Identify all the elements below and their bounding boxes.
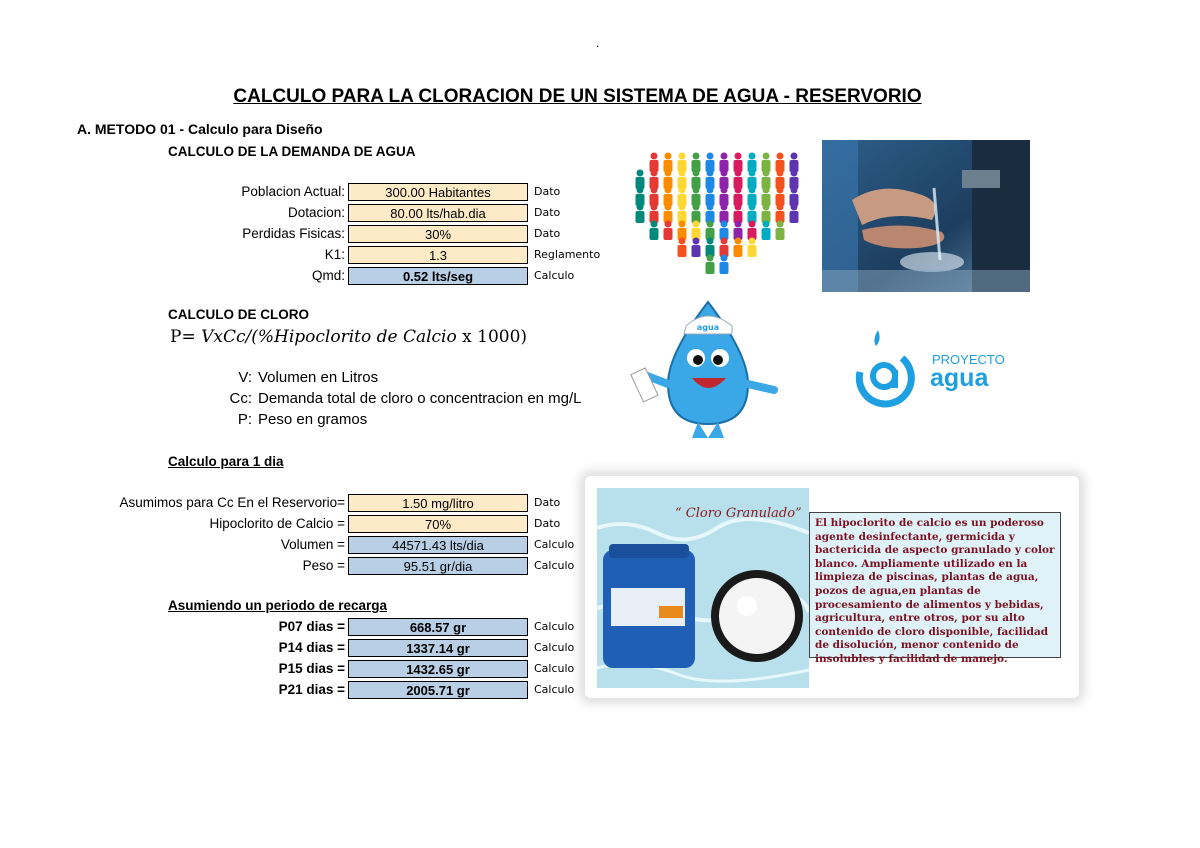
water-hands-photo	[822, 140, 1030, 292]
person-figure-body	[692, 245, 701, 257]
person-figure-head	[679, 153, 686, 160]
recarga-row-value: 668.57 gr	[348, 618, 528, 636]
person-figure-head	[693, 170, 700, 177]
cloro-description: El hipoclorito de calcio es un poderoso agente desinfectante, germicida y bactericida de aspecto granulado y color blanco. Ampliamente utilizado en la limpieza de piscinas, plantas de agua, pozos de agua,en plantas de procesamiento de alimentos y bebidas, agricultura, entre otros, por su alto contenido de cloro disponible, facilidad de disolución, menor contenido de insolubles y facilidad de manejo.	[809, 512, 1061, 658]
recarga-subtitle: Asumiendo un periodo de recarga	[168, 598, 388, 613]
demanda-row-tag: Dato	[534, 227, 561, 240]
person-figure-head	[651, 170, 658, 177]
formula-tail: x 1000)	[456, 327, 528, 347]
person-figure-head	[763, 187, 770, 194]
demanda-row-label: Poblacion Actual:	[241, 184, 345, 199]
person-figure-head	[735, 153, 742, 160]
dia-subtitle: Calculo para 1 dia	[168, 454, 284, 469]
person-figure-head	[707, 221, 714, 228]
cloro-formula	[170, 327, 527, 347]
person-figure-head	[763, 170, 770, 177]
recarga-row-tag: Calculo	[534, 641, 575, 654]
person-figure-head	[665, 153, 672, 160]
person-figure-head	[791, 153, 798, 160]
person-figure-head	[791, 187, 798, 194]
person-figure-head	[721, 187, 728, 194]
person-figure-head	[791, 170, 798, 177]
def-key: V:	[238, 369, 252, 386]
person-figure-head	[735, 187, 742, 194]
dia-row-label: Volumen =	[280, 537, 345, 552]
person-figure-head	[679, 221, 686, 228]
person-figure-head	[777, 170, 784, 177]
person-figure-head	[735, 238, 742, 245]
person-figure-head	[721, 221, 728, 228]
dia-row-value: 1.50 mg/litro	[348, 494, 528, 512]
formula-lhs: P=	[170, 327, 196, 347]
dia-row-label: Asumimos para Cc En el Reservorio=	[119, 495, 345, 510]
person-figure-head	[637, 187, 644, 194]
person-figure-head	[777, 153, 784, 160]
person-figure-head	[735, 221, 742, 228]
person-figure-head	[777, 221, 784, 228]
demanda-row-label: Dotacion:	[287, 205, 345, 220]
person-figure-head	[777, 187, 784, 194]
person-figure-body	[748, 245, 757, 257]
def-value: Peso en gramos	[258, 411, 368, 428]
person-figure-head	[721, 153, 728, 160]
person-figure-head	[707, 153, 714, 160]
person-figure-head	[679, 170, 686, 177]
person-figure-head	[707, 238, 714, 245]
dia-row-tag: Calculo	[534, 559, 575, 572]
dia-row-value: 95.51 gr/dia	[348, 557, 528, 575]
demanda-row-value: 80.00 lts/hab.dia	[348, 204, 528, 222]
person-figure-body	[776, 228, 785, 240]
recarga-row-label: P21 dias =	[278, 682, 345, 697]
people-heart-image	[632, 152, 804, 284]
logo-proyecto-text: PROYECTO	[932, 352, 1005, 367]
person-figure-head	[749, 204, 756, 211]
demanda-row-value: 300.00 Habitantes	[348, 183, 528, 201]
dia-row-tag: Dato	[534, 517, 561, 530]
mascot-cap-text: agua	[696, 323, 720, 332]
person-figure-head	[679, 238, 686, 245]
demanda-row-value: 0.52 lts/seg	[348, 267, 528, 285]
recarga-row-label: P07 dias =	[278, 619, 345, 634]
logo-agua-text: agua	[930, 364, 989, 392]
section-a-heading: A. METODO 01 - Calculo para Diseño	[77, 121, 323, 137]
person-figure-head	[651, 153, 658, 160]
person-figure-body	[636, 211, 645, 223]
person-figure-head	[651, 187, 658, 194]
demanda-row-tag: Dato	[534, 206, 561, 219]
person-figure-head	[721, 170, 728, 177]
person-figure-head	[749, 153, 756, 160]
dia-row-tag: Calculo	[534, 538, 575, 551]
person-figure-head	[693, 221, 700, 228]
person-figure-head	[665, 204, 672, 211]
person-figure-head	[637, 170, 644, 177]
person-figure-head	[735, 204, 742, 211]
person-figure-body	[706, 262, 715, 274]
cloro-subtitle: CALCULO DE CLORO	[168, 307, 309, 322]
recarga-row-value: 1432.65 gr	[348, 660, 528, 678]
demanda-subtitle: CALCULO DE LA DEMANDA DE AGUA	[168, 144, 416, 159]
formula-body: VxCc/(%Hipoclorito de Calcio	[201, 327, 457, 347]
person-figure-head	[763, 153, 770, 160]
person-figure-head	[707, 255, 714, 262]
person-figure-body	[650, 228, 659, 240]
recarga-row-tag: Calculo	[534, 620, 575, 633]
dia-row-tag: Dato	[534, 496, 561, 509]
person-figure-head	[679, 204, 686, 211]
person-figure-head	[763, 204, 770, 211]
dia-row-label: Peso =	[302, 558, 345, 573]
person-figure-head	[749, 238, 756, 245]
demanda-row-value: 30%	[348, 225, 528, 243]
demanda-row-tag: Dato	[534, 185, 561, 198]
person-figure-head	[721, 255, 728, 262]
person-figure-body	[720, 262, 729, 274]
recarga-row-tag: Calculo	[534, 662, 575, 675]
dia-row-value: 70%	[348, 515, 528, 533]
demanda-row-tag: Reglamento	[534, 248, 601, 261]
cloro-info-card	[585, 476, 1079, 698]
person-figure-body	[790, 211, 799, 223]
recarga-row-label: P14 dias =	[278, 640, 345, 655]
recarga-row-label: P15 dias =	[278, 661, 345, 676]
dia-row-label: Hipoclorito de Calcio =	[209, 516, 345, 531]
person-figure-head	[693, 204, 700, 211]
def-row	[222, 390, 582, 411]
person-figure-body	[734, 245, 743, 257]
person-figure-head	[707, 187, 714, 194]
person-figure-head	[665, 221, 672, 228]
page-dot: .	[596, 36, 600, 50]
person-figure-body	[762, 228, 771, 240]
person-figure-head	[749, 221, 756, 228]
definitions-list	[222, 369, 582, 432]
water-drop-mascot	[628, 294, 788, 444]
person-figure-head	[679, 187, 686, 194]
person-figure-head	[735, 170, 742, 177]
proyecto-agua-logo	[850, 326, 1020, 418]
demanda-row-label: Qmd:	[311, 268, 345, 283]
person-figure-body	[678, 245, 687, 257]
person-figure-head	[721, 238, 728, 245]
dia-row-value: 44571.43 lts/dia	[348, 536, 528, 554]
person-figure-head	[693, 187, 700, 194]
person-figure-head	[763, 221, 770, 228]
def-row	[222, 411, 582, 432]
def-key: P:	[237, 411, 252, 428]
person-figure-head	[707, 170, 714, 177]
def-value: Demanda total de cloro o concentracion en mg/L	[258, 390, 582, 407]
def-row	[222, 369, 582, 390]
person-figure-head	[651, 204, 658, 211]
person-figure-head	[707, 204, 714, 211]
recarga-row-value: 2005.71 gr	[348, 681, 528, 699]
demanda-row-value: 1.3	[348, 246, 528, 264]
person-figure-head	[665, 170, 672, 177]
person-figure-head	[721, 204, 728, 211]
cloro-product-image	[597, 488, 809, 688]
demanda-row-label: K1:	[324, 247, 345, 262]
person-figure-head	[777, 204, 784, 211]
demanda-row-label: Perdidas Fisicas:	[242, 226, 345, 241]
person-figure-head	[749, 187, 756, 194]
def-value: Volumen en Litros	[258, 369, 379, 386]
def-key: Cc:	[229, 390, 252, 407]
demanda-row-tag: Calculo	[534, 269, 575, 282]
person-figure-head	[693, 153, 700, 160]
person-figure-head	[665, 187, 672, 194]
person-figure-head	[637, 204, 644, 211]
cloro-card-title: “ Cloro Granulado”	[675, 506, 802, 521]
person-figure-head	[749, 170, 756, 177]
person-figure-body	[664, 228, 673, 240]
person-figure-head	[693, 238, 700, 245]
page-title: CALCULO PARA LA CLORACION DE UN SISTEMA DE AGUA - RESERVORIO	[233, 86, 922, 107]
recarga-row-tag: Calculo	[534, 683, 575, 696]
person-figure-head	[791, 204, 798, 211]
recarga-row-value: 1337.14 gr	[348, 639, 528, 657]
person-figure-head	[651, 221, 658, 228]
